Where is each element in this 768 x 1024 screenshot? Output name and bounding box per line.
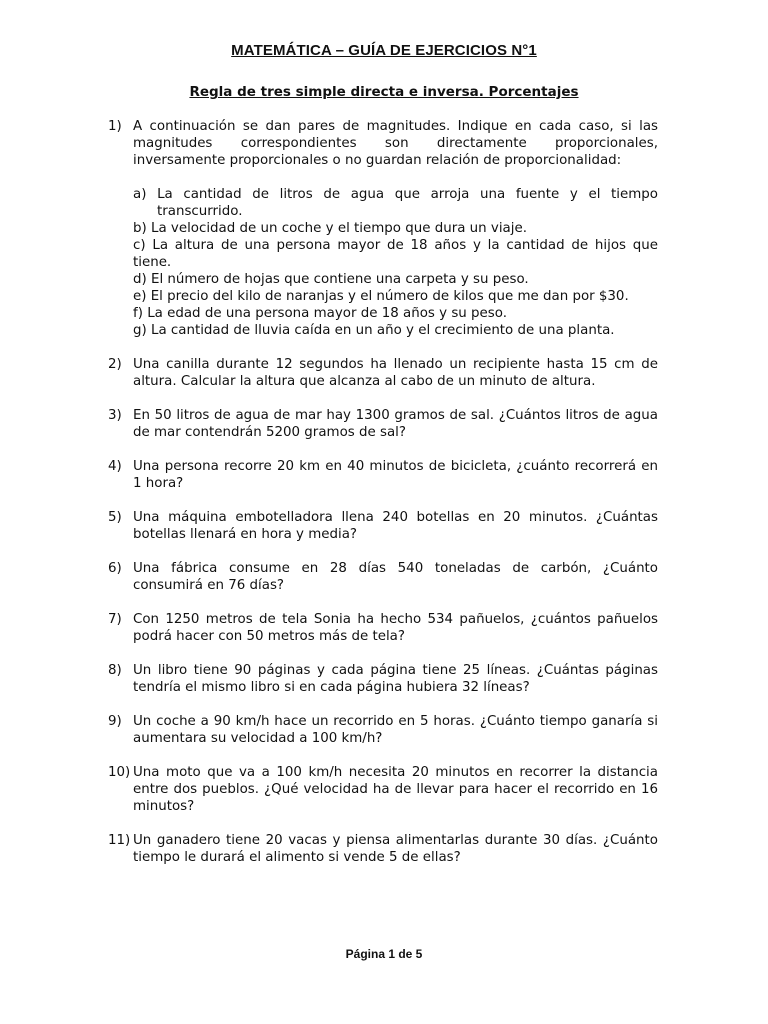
exercise-1-item-d: d) El número de hojas que contiene una carpeta y su peso. <box>133 272 529 287</box>
page-title: MATEMÁTICA – GUÍA DE EJERCICIOS N°1 <box>231 42 537 59</box>
exercise-2 <box>108 356 658 390</box>
exercise-1-item-b: b) La velocidad de un coche y el tiempo que dura un viaje. <box>133 221 527 236</box>
exercise-text: Un ganadero tiene 20 vacas y piensa alimentarlas durante 30 días. ¿Cuánto tiempo le durará el alimento si vende 5 de ellas? <box>133 833 658 865</box>
exercise-number: 9) <box>108 714 122 729</box>
exercise-text: Una canilla durante 12 segundos ha llenado un recipiente hasta 15 cm de altura. Calcular la altura que alcanza al cabo de un minuto de altura. <box>133 357 658 389</box>
exercise-number: 11) <box>108 833 131 848</box>
exercise-text: Un coche a 90 km/h hace un recorrido en 5 horas. ¿Cuánto tiempo ganaría si aumentara su velocidad a 100 km/h? <box>133 714 658 746</box>
exercise-list <box>108 118 658 883</box>
exercise-number: 6) <box>108 561 122 576</box>
page-subtitle: Regla de tres simple directa e inversa. Porcentajes <box>189 84 579 100</box>
exercise-text: A continuación se dan pares de magnitudes. Indique en cada caso, si las magnitudes correspondientes son directamente proporcionales, inversamente proporcionales o no guardan relación de proporcionalidad: <box>133 119 658 168</box>
exercise-9 <box>108 713 658 747</box>
exercise-text: Una máquina embotelladora llena 240 botellas en 20 minutos. ¿Cuántas botellas llenará en hora y media? <box>133 510 658 542</box>
exercise-1 <box>108 118 658 339</box>
exercise-text: En 50 litros de agua de mar hay 1300 gramos de sal. ¿Cuántos litros de agua de mar contendrán 5200 gramos de sal? <box>133 408 658 440</box>
exercise-1-item-g: g) La cantidad de lluvia caída en un año y el crecimiento de una planta. <box>133 323 615 338</box>
exercise-text: Un libro tiene 90 páginas y cada página tiene 25 líneas. ¿Cuántas páginas tendría el mismo libro si en cada página hubiera 32 líneas? <box>133 663 658 695</box>
exercise-3 <box>108 407 658 441</box>
exercise-1-item-f: f) La edad de una persona mayor de 18 años y su peso. <box>133 306 507 321</box>
exercise-1-item-e: e) El precio del kilo de naranjas y el número de kilos que me dan por $30. <box>133 289 629 304</box>
exercise-1-item-c: c) La altura de una persona mayor de 18 años y la cantidad de hijos que tiene. <box>133 238 658 270</box>
page-number: Página 1 de 5 <box>345 947 423 961</box>
exercise-number: 3) <box>108 408 122 423</box>
exercise-6 <box>108 560 658 594</box>
exercise-7 <box>108 611 658 645</box>
exercise-number: 2) <box>108 357 122 372</box>
exercise-5 <box>108 509 658 543</box>
exercise-11 <box>108 832 658 866</box>
exercise-10 <box>108 764 658 815</box>
exercise-number: 10) <box>108 765 131 780</box>
exercise-text: Una moto que va a 100 km/h necesita 20 minutos en recorrer la distancia entre dos pueblos. ¿Qué velocidad ha de llevar para hacer el recorrido en 16 minutos? <box>133 765 658 814</box>
exercise-number: 5) <box>108 510 122 525</box>
exercise-text: Una persona recorre 20 km en 40 minutos de bicicleta, ¿cuánto recorrerá en 1 hora? <box>133 459 658 491</box>
exercise-8 <box>108 662 658 696</box>
exercise-4 <box>108 458 658 492</box>
exercise-text: Con 1250 metros de tela Sonia ha hecho 534 pañuelos, ¿cuántos pañuelos podrá hacer con 50 metros más de tela? <box>133 612 658 644</box>
exercise-1-item-a: a) La cantidad de litros de agua que arroja una fuente y el tiempo transcurrido. <box>133 187 658 219</box>
exercise-number: 8) <box>108 663 122 678</box>
exercise-text: Una fábrica consume en 28 días 540 toneladas de carbón, ¿Cuánto consumirá en 76 días? <box>133 561 658 593</box>
exercise-1-items <box>133 186 658 339</box>
exercise-number: 4) <box>108 459 122 474</box>
exercise-number: 1) <box>108 119 122 134</box>
exercise-number: 7) <box>108 612 122 627</box>
